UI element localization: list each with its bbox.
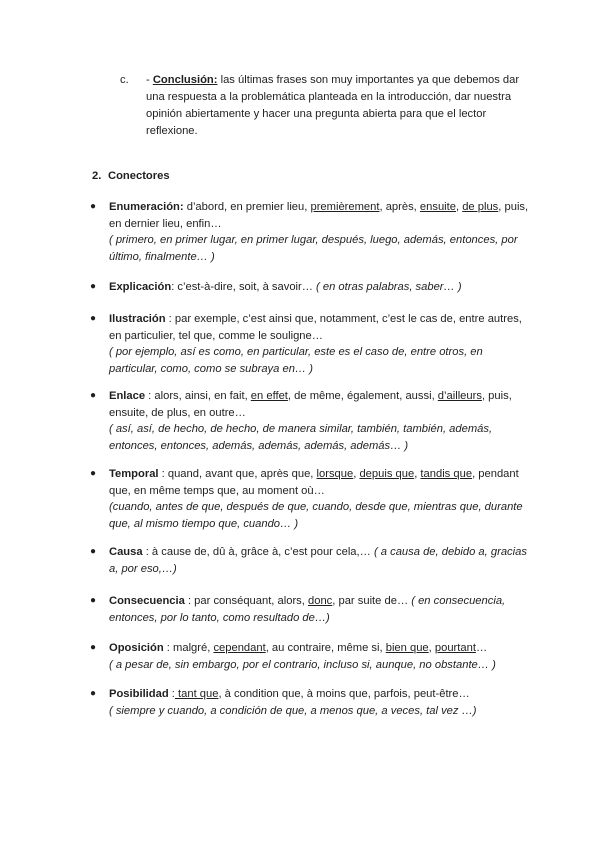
item-text: , à condition que, à moins que, parfois, peut-être… [218,688,470,700]
item-text: : alors, ainsi, en fait, [145,390,251,402]
list-item-causa [90,544,529,577]
bullet-icon: ● [90,688,97,699]
bullet-icon: ● [90,281,97,292]
item-text: : par conséquant, alors, [184,595,308,607]
bullet-icon: ● [90,313,97,324]
item-translation: ( en otras palabras, saber… ) [316,281,462,293]
underlined-text: lorsque [316,468,354,480]
conclusion-dash: - [146,74,153,86]
item-text: : à cause de, dû à, grâce à, c’est pour cela,… [142,546,374,558]
item-text: : malgré, [163,642,214,654]
bullet-icon: ● [90,390,97,401]
underlined-text: de plus [462,201,499,213]
item-translation: ( así, así, de hecho, de hecho, de manera similar, también, también, además, entonces, entonces, además, además, además, además… ) [109,423,493,452]
item-text: , de même, également, aussi, [287,390,438,402]
list-item-ilustracion [90,311,529,377]
underlined-text: ensuite [419,201,456,213]
conclusion-text [124,72,534,140]
item-text: , puis, en dernier lieu, enfin… [109,201,529,230]
list-item-enlace [90,388,529,454]
section-number: 2. [92,170,102,182]
list-item-temporal [90,466,529,532]
item-text: : par exemple, c’est ainsi que, notamment, c’est le cas de, entre autres, en particulier, tel que, comme le souligne… [109,313,522,342]
item-text: : [168,688,175,700]
conclusion-label: Conclusión: [152,74,218,86]
item-text: , [353,468,360,480]
item-text: d’abord, en premier lieu, [183,201,311,213]
underlined-text: bien que [385,642,429,654]
item-term: Temporal [109,468,159,480]
item-term: Enumeración: [109,201,184,213]
item-translation: ( a causa de, debido a, gracias a, por eso,…) [109,546,527,575]
section-title: Conectores [108,170,170,182]
underlined-text: premièrement [310,201,380,213]
item-translation: ( por ejemplo, así es como, en particular, este es el caso de, entre otros, en particular, como, como se subraya en… ) [109,346,483,375]
bullet-icon: ● [90,595,97,606]
item-term: Causa [109,546,143,558]
item-term: Explicación [109,281,172,293]
item-text: : quand, avant que, après que, [158,468,317,480]
underlined-text: donc [308,595,333,607]
underlined-text: depuis que [359,468,415,480]
item-translation: ( en consecuencia, entonces, por lo tanto, como resultado de…) [109,595,506,624]
underlined-text: en effet [250,390,288,402]
list-item-posibilidad [90,686,529,719]
list-item-oposicion [90,640,529,673]
item-translation: ( a pesar de, sin embargo, por el contrario, incluso si, aunque, no obstante… ) [109,658,496,671]
underlined-text: tandis que [420,468,473,480]
underlined-text: cependant [213,642,266,654]
bullet-icon: ● [90,642,97,653]
underlined-text: d’ailleurs [437,390,482,402]
conclusion-body: las últimas frases son muy importantes ya que debemos dar una respuesta a la problemática planteada en la introducción, dar nuestra opinión abiertamente y hacer una pregunta abierta para que el lector reflexione. [146,74,520,137]
item-text: , au contraire, même si, [265,642,386,654]
item-translation: ( primero, en primer lugar, en primer lugar, después, luego, además, entonces, por último, finalmente… ) [109,234,518,263]
bullet-icon: ● [90,201,97,212]
item-text: , [414,468,421,480]
item-text: , par suite de… [332,595,412,607]
item-translation: ( siempre y cuando, a condición de que, a menos que, a veces, tal vez …) [109,704,477,717]
item-translation: (cuando, antes de que, después de que, cuando, desde que, mientras que, durante que, al mismo tiempo que, cuando… ) [109,501,523,530]
item-text: , puis, ensuite, de plus, en outre… [109,390,512,419]
item-text: , [428,642,435,654]
list-item-enumeracion [90,199,529,265]
section-heading [92,168,170,185]
item-text: , [455,201,463,213]
item-text: … [475,642,488,654]
item-term: Posibilidad [109,688,169,700]
item-term: Ilustración [109,313,166,325]
underlined-text: tant que [174,688,219,700]
bullet-icon: ● [90,468,97,479]
item-term: Enlace [109,390,146,402]
underlined-text: pourtant [434,642,476,654]
conclusion-paragraph [120,72,534,140]
item-term: Consecuencia [109,595,185,607]
list-item-consecuencia [90,593,529,626]
item-text: : c’est-à-dire, soit, à savoir… [171,281,317,293]
item-text: , après, [379,201,420,213]
list-item-explicacion [90,279,529,296]
item-term: Oposición [109,642,164,654]
bullet-icon: ● [90,546,97,557]
item-text: , pendant que, en même temps que, au moment où… [109,468,519,497]
list-letter: c. [120,74,129,86]
